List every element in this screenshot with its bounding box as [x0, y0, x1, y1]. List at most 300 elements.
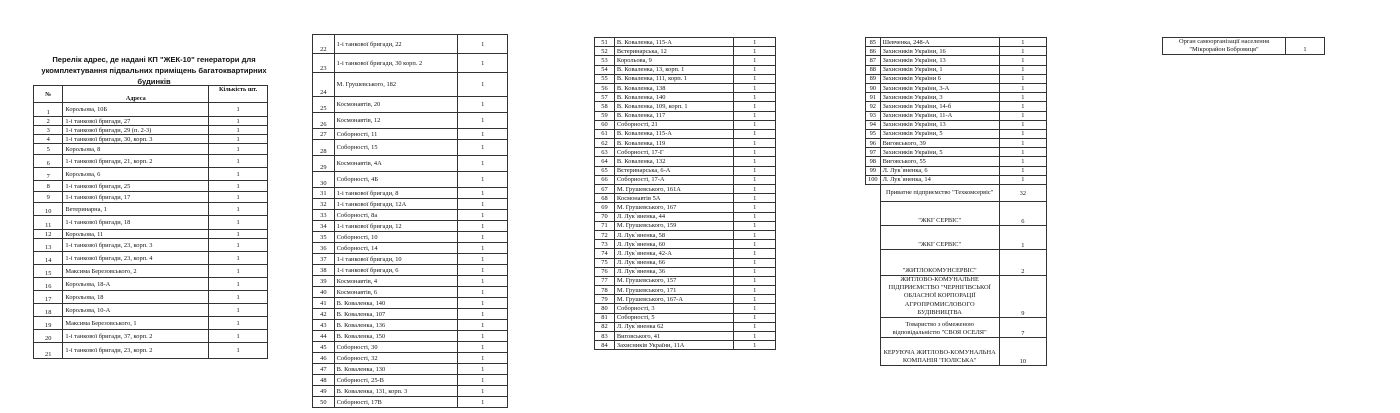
row-address: Захисників України, 13: [880, 56, 999, 65]
row-number: 77: [595, 276, 615, 285]
table-row: [313, 113, 508, 129]
row-number: 81: [595, 313, 615, 322]
row-address: В. Коваленка, 109, корп. 1: [614, 102, 733, 111]
row-address: Захисників України, 11А: [614, 341, 733, 350]
row-address: Виговського, 41: [614, 332, 733, 341]
row-number: 33: [313, 210, 335, 221]
table-row: [34, 216, 268, 230]
row-quantity: 1: [209, 317, 268, 330]
row-quantity: 1: [999, 38, 1046, 47]
table-row: [595, 56, 776, 65]
table-row: [595, 93, 776, 102]
row-address: В. Коваленка, 136: [334, 320, 458, 331]
row-number: 25: [313, 97, 335, 113]
table-row: [34, 239, 268, 252]
row-address: Космонавтів, 20: [334, 97, 458, 113]
row-quantity: 1: [734, 249, 776, 258]
row-address: В. Коваленка, 140: [614, 93, 733, 102]
row-address: В. Коваленка, 130: [334, 364, 458, 375]
table-row: [34, 343, 268, 359]
document-title: Перелік адрес, де надані КП "ЖЕК-10" генератори для укомплектування підвальних приміщень багатоквартирних будинків: [41, 55, 267, 86]
table-row: [866, 157, 1047, 166]
table-row: [34, 203, 268, 216]
row-address: 1-і танкової бригади, 21, корп. 2: [63, 155, 209, 168]
row-quantity: 1: [209, 230, 268, 239]
row-quantity: 1: [734, 221, 776, 230]
table-row: [313, 243, 508, 254]
row-number: 86: [866, 47, 881, 56]
organization-name: Приватне підприємство "Техкомсервіс": [880, 185, 999, 202]
table-row: [34, 265, 268, 278]
row-address: М. Грушевського, 171: [614, 286, 733, 295]
row-number: 82: [595, 322, 615, 331]
row-address: В. Коваленка, 140: [334, 298, 458, 309]
row-quantity: 1: [209, 103, 268, 117]
row-address: 1-і танкової бригади, 23, корп. 3: [63, 239, 209, 252]
row-number: 92: [866, 102, 881, 111]
row-address: Захисників України 6: [880, 74, 999, 83]
row-address: 1-і танкової бригади, 37, корп. 2: [63, 330, 209, 343]
table-row: [34, 291, 268, 304]
row-quantity: 1: [734, 139, 776, 148]
row-quantity: 1: [734, 102, 776, 111]
table-row: [595, 276, 776, 285]
row-address: Соборності, 30: [334, 342, 458, 353]
row-address: Соборності, 21: [614, 120, 733, 129]
row-quantity: 1: [734, 83, 776, 92]
row-address: Захисників України, 3: [880, 93, 999, 102]
table-row: [313, 298, 508, 309]
row-quantity: 1: [209, 203, 268, 216]
row-quantity: 1: [999, 47, 1046, 56]
table-row: [595, 83, 776, 92]
row-address: Соборності, 25-В: [334, 375, 458, 386]
row-quantity: 1: [458, 375, 508, 386]
row-quantity: 1: [734, 120, 776, 129]
row-number: 56: [595, 83, 615, 92]
org-spacer: [866, 276, 881, 318]
table-row: [866, 129, 1047, 138]
row-number: 26: [313, 113, 335, 129]
table-row: [34, 230, 268, 239]
row-number: 90: [866, 83, 881, 92]
row-address: Корольова, 18: [63, 291, 209, 304]
table-row: [866, 93, 1047, 102]
row-number: 3: [34, 126, 63, 135]
row-address: В. Коваленка, 13, корп. 1: [614, 65, 733, 74]
row-number: 53: [595, 56, 615, 65]
row-number: 44: [313, 331, 335, 342]
row-address: Соборності, 15: [334, 140, 458, 156]
row-address: Корольова, 9: [614, 56, 733, 65]
row-number: 100: [866, 175, 881, 184]
row-quantity: 1: [209, 304, 268, 317]
table-row: [866, 166, 1047, 175]
row-address: Захисників України, 1: [880, 65, 999, 74]
table-row: [313, 232, 508, 243]
row-number: 61: [595, 129, 615, 138]
row-quantity: 1: [999, 102, 1046, 111]
row-address: Корольова, 18-А: [63, 278, 209, 291]
row-quantity: 1: [458, 188, 508, 199]
row-quantity: 1: [999, 74, 1046, 83]
row-address: Л. Лук`яненка, 42-А: [614, 249, 733, 258]
row-number: 13: [34, 239, 63, 252]
row-address: Космонавтів, 6: [334, 287, 458, 298]
row-number: 48: [313, 375, 335, 386]
table-row: [313, 35, 508, 54]
self-org-name: Орган самоорганізації населення "Мікрорайон Бобровиця": [1163, 38, 1286, 55]
table-row: [313, 172, 508, 188]
row-number: 60: [595, 120, 615, 129]
table-row: [595, 286, 776, 295]
table-row: [313, 265, 508, 276]
row-address: Космонавтів, 4: [334, 276, 458, 287]
row-address: Соборності, 10: [334, 232, 458, 243]
table-row: [313, 287, 508, 298]
table-row: [595, 332, 776, 341]
row-quantity: 1: [458, 309, 508, 320]
row-quantity: 1: [734, 74, 776, 83]
row-number: 97: [866, 148, 881, 157]
row-quantity: 1: [734, 185, 776, 194]
self-org-qty: 1: [1286, 38, 1325, 55]
row-number: 96: [866, 139, 881, 148]
row-number: 17: [34, 291, 63, 304]
row-number: 51: [595, 38, 615, 47]
row-quantity: 1: [734, 129, 776, 138]
row-quantity: 1: [999, 120, 1046, 129]
row-quantity: 1: [458, 287, 508, 298]
row-address: Захисників України, 14-б: [880, 102, 999, 111]
table-row: [34, 103, 268, 117]
row-quantity: 1: [458, 172, 508, 188]
row-number: 10: [34, 203, 63, 216]
row-number: 79: [595, 295, 615, 304]
table-row: [595, 185, 776, 194]
table-row: [866, 47, 1047, 56]
row-quantity: 1: [734, 230, 776, 239]
row-address: В. Коваленка, 119: [614, 139, 733, 148]
row-number: 20: [34, 330, 63, 343]
organization-name: КЕРУЮЧА ЖИТЛОВО-КОМУНАЛЬНА КОМПАНІЯ "ПОЛІСЬКА": [880, 338, 999, 366]
table-row: [595, 102, 776, 111]
table-row: [34, 278, 268, 291]
table-row: [595, 74, 776, 83]
row-number: 12: [34, 230, 63, 239]
row-quantity: 1: [999, 129, 1046, 138]
row-quantity: 1: [209, 343, 268, 359]
row-quantity: 1: [458, 254, 508, 265]
row-address: Вєтеринарська, 6-А: [614, 166, 733, 175]
row-quantity: 1: [209, 192, 268, 203]
row-quantity: 1: [209, 216, 268, 230]
organization-name: Товариство з обмеженою відповідальністю "СВОЯ ОСЕЛЯ": [880, 318, 999, 338]
row-quantity: 1: [734, 56, 776, 65]
row-quantity: 1: [458, 232, 508, 243]
row-address: Соборності, 8а: [334, 210, 458, 221]
row-number: 27: [313, 129, 335, 140]
organization-name: "ЖИТЛОКОМУНСЕРВІС": [880, 250, 999, 276]
row-quantity: 1: [734, 111, 776, 120]
row-address: Ветеринарна, 1: [63, 203, 209, 216]
row-address: 1-і танкової бригади, 12А: [334, 199, 458, 210]
row-quantity: 1: [209, 291, 268, 304]
row-quantity: 1: [734, 212, 776, 221]
row-quantity: 1: [209, 144, 268, 155]
table-row: [595, 129, 776, 138]
row-address: В. Коваленка, 138: [614, 83, 733, 92]
table-row: [34, 252, 268, 265]
address-table-2: [312, 34, 508, 408]
row-address: Захисників України, 11-А: [880, 111, 999, 120]
table-row: [595, 194, 776, 203]
row-quantity: 1: [734, 148, 776, 157]
row-number: 58: [595, 102, 615, 111]
row-address: Соборності, 11: [334, 129, 458, 140]
row-quantity: 1: [734, 286, 776, 295]
table-row: [313, 73, 508, 97]
row-address: Л. Лук`яненка, 60: [614, 240, 733, 249]
row-number: 28: [313, 140, 335, 156]
table-row: [595, 304, 776, 313]
row-number: 47: [313, 364, 335, 375]
row-quantity: 1: [734, 175, 776, 184]
organization-row: [866, 202, 1047, 226]
row-address: Корольова, 6: [63, 168, 209, 181]
row-address: Соборності, 4Б: [334, 172, 458, 188]
row-number: 91: [866, 93, 881, 102]
row-number: 32: [313, 199, 335, 210]
row-number: 67: [595, 185, 615, 194]
row-number: 15: [34, 265, 63, 278]
row-address: М. Грушевського, 167-А: [614, 295, 733, 304]
table-row: [595, 175, 776, 184]
row-number: 19: [34, 317, 63, 330]
row-number: 42: [313, 309, 335, 320]
row-quantity: 1: [458, 342, 508, 353]
row-number: 40: [313, 287, 335, 298]
table-row: [34, 168, 268, 181]
row-quantity: 1: [458, 243, 508, 254]
table-row: [34, 181, 268, 192]
row-quantity: 1: [734, 65, 776, 74]
row-number: 63: [595, 148, 615, 157]
row-number: 6: [34, 155, 63, 168]
row-number: 72: [595, 230, 615, 239]
row-number: 2: [34, 117, 63, 126]
row-quantity: 1: [999, 93, 1046, 102]
table-row: [595, 212, 776, 221]
row-address: Л. Лук`яненка, 44: [614, 212, 733, 221]
row-number: 11: [34, 216, 63, 230]
row-quantity: 1: [458, 353, 508, 364]
row-number: 88: [866, 65, 881, 74]
row-address: 1-і танкової бригади, 29 (п. 2-3): [63, 126, 209, 135]
row-quantity: 1: [734, 157, 776, 166]
row-quantity: 1: [999, 157, 1046, 166]
row-number: 69: [595, 203, 615, 212]
row-address: М. Грушевського, 161А: [614, 185, 733, 194]
row-quantity: 1: [734, 267, 776, 276]
row-number: 50: [313, 397, 335, 408]
row-address: Соборності, 17В: [334, 397, 458, 408]
row-address: В. Коваленка, 150: [334, 331, 458, 342]
row-quantity: 1: [999, 65, 1046, 74]
row-quantity: 1: [734, 258, 776, 267]
row-address: Корольова, 8: [63, 144, 209, 155]
row-quantity: 1: [209, 181, 268, 192]
row-quantity: 1: [209, 278, 268, 291]
row-quantity: 1: [999, 139, 1046, 148]
organization-quantity: 7: [999, 318, 1046, 338]
row-quantity: 1: [734, 240, 776, 249]
organization-name: "ЖКГ СЕРВІС": [880, 202, 999, 226]
table-row: [595, 120, 776, 129]
row-number: 31: [313, 188, 335, 199]
table-row: [313, 386, 508, 397]
row-quantity: 1: [209, 117, 268, 126]
row-quantity: 1: [734, 276, 776, 285]
row-address: В. Коваленка, 131, корп. 3: [334, 386, 458, 397]
row-quantity: 1: [734, 47, 776, 56]
table-row: [313, 331, 508, 342]
table-row: [595, 295, 776, 304]
row-number: 43: [313, 320, 335, 331]
table-row: [595, 47, 776, 56]
table-row: [313, 320, 508, 331]
row-address: Космонавтів, 12: [334, 113, 458, 129]
table-row: [595, 249, 776, 258]
organization-name: ЖИТЛОВО-КОМУНАЛЬНЕ ПІДПРИЄМСТВО "ЧЕРНІГІВСЬКОЇ ОБЛАСНОЇ КОРПОРАЦІЇ АГРОПРОМИСЛОВОГО БУДІВНИЦТВА: [880, 276, 999, 318]
row-number: 95: [866, 129, 881, 138]
row-number: 66: [595, 175, 615, 184]
row-number: 70: [595, 212, 615, 221]
row-quantity: 1: [734, 166, 776, 175]
row-quantity: 1: [999, 56, 1046, 65]
organization-row: [866, 318, 1047, 338]
row-address: В. Коваленка, 111, корп. 1: [614, 74, 733, 83]
table-row: [595, 267, 776, 276]
row-quantity: 1: [458, 129, 508, 140]
row-number: 5: [34, 144, 63, 155]
row-address: В. Коваленка, 115-А: [614, 38, 733, 47]
row-number: 74: [595, 249, 615, 258]
header-num: №: [34, 86, 63, 103]
row-address: 1-і танкової бригади, 30, корп. 3: [63, 135, 209, 144]
table-row: [866, 74, 1047, 83]
row-number: 23: [313, 54, 335, 73]
row-number: 62: [595, 139, 615, 148]
row-number: 75: [595, 258, 615, 267]
row-quantity: 1: [209, 126, 268, 135]
row-number: 21: [34, 343, 63, 359]
row-quantity: 1: [458, 386, 508, 397]
table-row: [313, 129, 508, 140]
table-row: [866, 175, 1047, 184]
row-quantity: 1: [458, 35, 508, 54]
table-row: [595, 322, 776, 331]
row-address: Космонавтів, 4А: [334, 156, 458, 172]
row-number: 41: [313, 298, 335, 309]
row-number: 80: [595, 304, 615, 313]
row-quantity: 1: [734, 332, 776, 341]
row-address: Л. Лук`яненка, 66: [614, 258, 733, 267]
row-address: Захисників України, 16: [880, 47, 999, 56]
table-row: [34, 330, 268, 343]
row-address: Максима Березовського, 2: [63, 265, 209, 278]
table-row: [595, 38, 776, 47]
row-quantity: 1: [458, 199, 508, 210]
row-quantity: 1: [734, 93, 776, 102]
table-row: [866, 38, 1047, 47]
table-row: [595, 111, 776, 120]
row-number: 76: [595, 267, 615, 276]
row-quantity: 1: [734, 38, 776, 47]
row-number: 87: [866, 56, 881, 65]
row-number: 39: [313, 276, 335, 287]
row-address: М. Грушевського, 167: [614, 203, 733, 212]
row-quantity: 1: [734, 313, 776, 322]
table-row: [313, 210, 508, 221]
row-quantity: 1: [209, 265, 268, 278]
row-quantity: 1: [734, 295, 776, 304]
header-address: Адреса: [63, 86, 209, 103]
table-row: [34, 144, 268, 155]
row-number: 49: [313, 386, 335, 397]
row-quantity: 1: [209, 239, 268, 252]
row-address: М. Грушевського, 182: [334, 73, 458, 97]
row-quantity: 1: [999, 148, 1046, 157]
table-row: [34, 317, 268, 330]
table-row: [595, 157, 776, 166]
row-address: 1-і танкової бригади, 30 корп. 2: [334, 54, 458, 73]
address-table-3: [594, 37, 776, 350]
row-quantity: 1: [458, 221, 508, 232]
row-address: Виговського, 39: [880, 139, 999, 148]
table-row: [866, 83, 1047, 92]
row-quantity: 1: [458, 156, 508, 172]
organization-row: [866, 276, 1047, 318]
row-quantity: 1: [458, 276, 508, 287]
row-address: Л. Лук`яненка, 14: [880, 175, 999, 184]
header-qty: Кількість шт.: [209, 86, 268, 103]
org-spacer: [866, 185, 881, 202]
row-number: 4: [34, 135, 63, 144]
row-address: Космонавтів 5А: [614, 194, 733, 203]
row-number: 45: [313, 342, 335, 353]
row-quantity: 1: [209, 252, 268, 265]
row-number: 24: [313, 73, 335, 97]
row-quantity: 1: [209, 168, 268, 181]
organization-quantity: 10: [999, 338, 1046, 366]
row-address: Вєтеринарська, 12: [614, 47, 733, 56]
row-address: Корольова, 11: [63, 230, 209, 239]
row-address: Л. Лук`яненка, 36: [614, 267, 733, 276]
row-quantity: 1: [209, 330, 268, 343]
row-quantity: 1: [458, 397, 508, 408]
row-number: 35: [313, 232, 335, 243]
row-number: 38: [313, 265, 335, 276]
table-row: [595, 240, 776, 249]
organization-row: [866, 250, 1047, 276]
row-quantity: 1: [999, 175, 1046, 184]
row-quantity: 1: [458, 210, 508, 221]
table-row: [866, 56, 1047, 65]
row-quantity: 1: [209, 135, 268, 144]
address-table-4: [865, 37, 1047, 366]
table-row: [313, 309, 508, 320]
